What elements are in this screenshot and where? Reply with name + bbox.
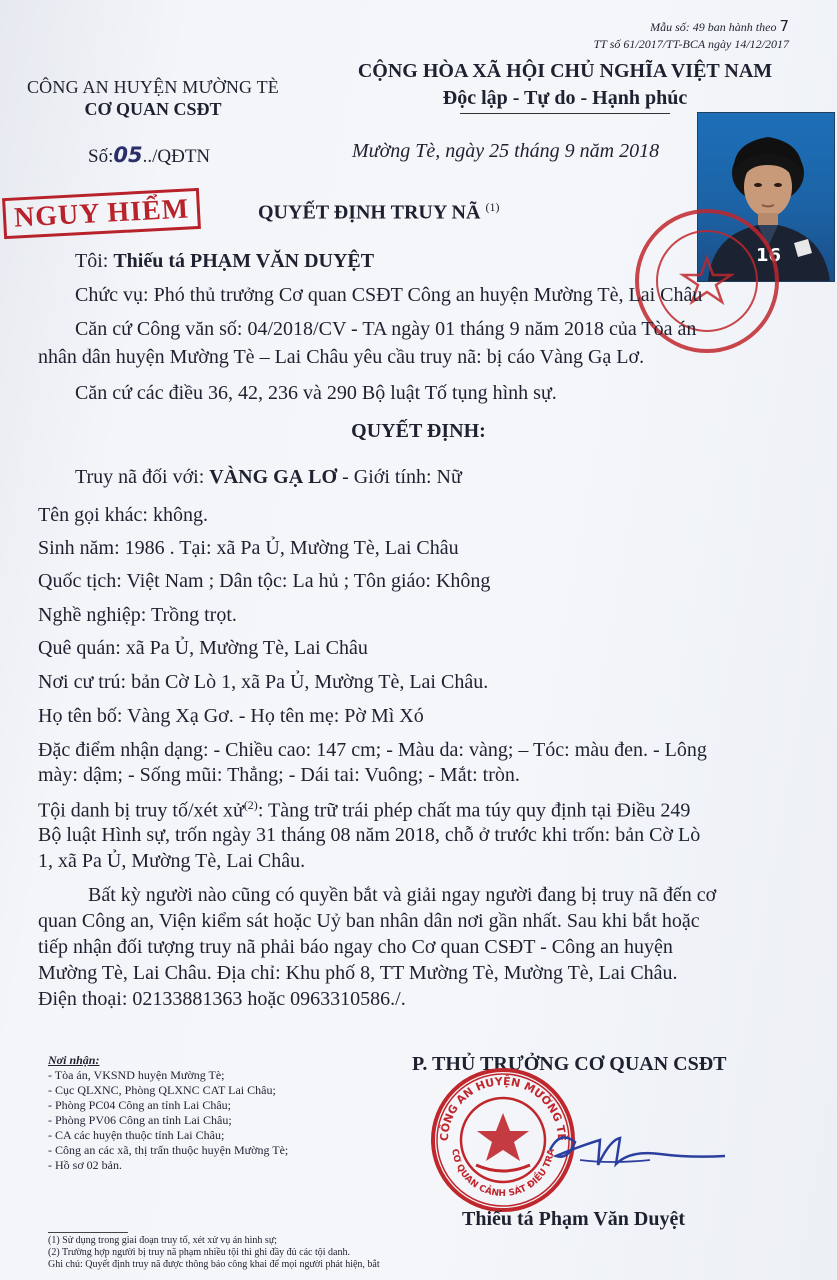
basis-line-1b: nhân dân huyện Mường Tè – Lai Châu yêu cầu truy nã: bị cáo Vàng Gạ Lơ. — [38, 346, 645, 368]
recipients-heading: Nơi nhận: — [48, 1053, 100, 1067]
document-number — [88, 143, 210, 168]
motto-underline — [460, 113, 670, 114]
features-line-a: Đặc điểm nhận dạng: - Chiều cao: 147 cm; - Màu da: vàng; – Tóc: màu đen. - Lông — [38, 739, 707, 761]
form-number-line2: TT số 61/2017/TT-BCA ngày 14/12/2017 — [593, 37, 789, 51]
signer-name: Thiếu tá Phạm Văn Duyệt — [462, 1208, 685, 1230]
birth-line: Sinh năm: 1986 . Tại: xã Pa Ủ, Mường Tè, Lai Châu — [38, 537, 459, 559]
title-footnote-ref: (1) — [485, 200, 500, 214]
charge-line-c: 1, xã Pa Ủ, Mường Tè, Lai Châu. — [38, 850, 306, 872]
hometown-line: Quê quán: xã Pa Ủ, Mường Tè, Lai Châu — [38, 637, 368, 659]
list-item: - CA các huyện thuộc tỉnh Lai Châu; — [48, 1128, 225, 1142]
notice-line-c: tiếp nhận đối tượng truy nã phải báo ngay cho Cơ quan CSĐT - Công an huyện — [38, 936, 673, 958]
charge-line-b: Bộ luật Hình sự, trốn ngày 31 tháng 08 năm 2018, chỗ ở trước khi trốn: bản Cờ Lò — [38, 824, 701, 846]
header-left — [18, 76, 288, 120]
occupation-line: Nghề nghiệp: Trồng trọt. — [38, 604, 237, 626]
list-item: - Hồ sơ 02 bản. — [48, 1158, 123, 1172]
basis-line-1a: Căn cứ Công văn số: 04/2018/CV - TA ngày 01 tháng 9 năm 2018 của Tòa án — [75, 318, 697, 340]
footnote-item: (1) Sử dụng trong giai đoạn truy tố, xét xử vụ án hình sự; — [48, 1235, 278, 1246]
notice-line-e: Điện thoại: 02133881363 hoặc 0963310586./. — [38, 988, 406, 1010]
residence-line: Nơi cư trú: bản Cờ Lò 1, xã Pa Ủ, Mường Tè, Lai Châu. — [38, 671, 489, 693]
alias-line: Tên gọi khác: không. — [38, 504, 208, 526]
charge-text-a: : Tàng trữ trái phép chất ma túy quy định tại Điều 249 — [257, 799, 691, 822]
seal-top-text: CÔNG AN HUYỆN MƯỜNG TÈ — [437, 1074, 569, 1142]
decision-heading: QUYẾT ĐỊNH: — [351, 420, 486, 442]
danger-stamp: NGUY HIỂM — [2, 188, 201, 239]
issuer-line — [75, 250, 374, 273]
form-number-handwritten: 7 — [779, 17, 789, 35]
country-name: CỘNG HÒA XÃ HỘI CHỦ NGHĨA VIỆT NAM — [357, 60, 773, 82]
document-number-suffix: ../QĐTN — [142, 146, 211, 167]
issuer-name: Thiếu tá PHẠM VĂN DUYỆT — [113, 250, 375, 272]
charge-label: Tội danh bị truy tố/xét xử — [38, 799, 244, 822]
footnote-divider — [48, 1232, 128, 1233]
footnote-item: Ghi chú: Quyết định truy nã được thông báo công khai để mọi người phát hiện, bắt — [48, 1259, 380, 1270]
photo-number-tag: 16 — [756, 245, 782, 266]
basis-line-2: Căn cứ các điều 36, 42, 236 và 290 Bộ luật Tố tụng hình sự. — [75, 382, 557, 404]
date-line: Mường Tè, ngày 25 tháng 9 năm 2018 — [352, 140, 660, 162]
document-title — [258, 200, 499, 225]
document-title-text: QUYẾT ĐỊNH TRUY NÃ — [258, 201, 481, 224]
notice-line-d: Mường Tè, Lai Châu. Địa chỉ: Khu phố 8, TT Mường Tè, Mường Tè, Lai Châu. — [38, 962, 678, 984]
seal-bottom-text: CƠ QUAN CẢNH SÁT ĐIỀU TRA — [449, 1148, 557, 1200]
signature-icon — [520, 1120, 730, 1180]
list-item: - Phòng PC04 Công an tỉnh Lai Châu; — [48, 1098, 231, 1112]
position-line: Chức vụ: Phó thủ trưởng Cơ quan CSĐT Công an huyện Mường Tè, Lai Châu — [75, 284, 703, 306]
charge-footnote-ref: (2) — [243, 798, 258, 812]
nationality-line: Quốc tịch: Việt Nam ; Dân tộc: La hủ ; Tôn giáo: Không — [38, 570, 491, 592]
list-item: - Tòa án, VKSND huyện Mường Tè; — [48, 1068, 225, 1082]
signer-title: P. THỦ TRƯỞNG CƠ QUAN CSĐT — [412, 1053, 727, 1075]
list-item: - Công an các xã, thị trấn thuộc huyện Mường Tè; — [48, 1143, 289, 1157]
wanted-gender: - Giới tính: Nữ — [342, 466, 462, 488]
wanted-name: VÀNG GẠ LƠ — [209, 466, 338, 488]
document-number-prefix: Số: — [88, 146, 114, 167]
wanted-line — [75, 466, 462, 489]
features-line-b: mày: dậm; - Sống mũi: Thẳng; - Dái tai: Vuông; - Mắt: tròn. — [38, 764, 520, 786]
notice-line-a: Bất kỳ người nào cũng có quyền bắt và giải ngay người đang bị truy nã đến cơ — [88, 884, 717, 906]
charge-line-a — [38, 798, 690, 823]
notice-line-b: quan Công an, Viện kiểm sát hoặc Uỷ ban nhân dân nơi gần nhất. Sau khi bắt hoặc — [38, 910, 700, 932]
footnotes-block — [48, 1232, 380, 1271]
form-number — [594, 18, 789, 53]
footnote-item: (2) Trường hợp người bị truy nã phạm nhiều tội thì ghi đầy đủ các tội danh. — [48, 1247, 350, 1258]
agency-department: CƠ QUAN CSĐT — [84, 99, 222, 119]
national-motto: Độc lập - Tự do - Hạnh phúc — [442, 87, 688, 109]
form-number-line1: Mẫu số: 49 ban hành theo — [650, 20, 777, 34]
header-right — [340, 58, 790, 114]
issuer-label: Tôi: — [75, 250, 109, 272]
document-number-handwritten: 05 — [113, 143, 143, 167]
recipients-block — [48, 1053, 288, 1173]
list-item: - Phòng PV06 Công an tỉnh Lai Châu; — [48, 1113, 232, 1127]
parents-line: Họ tên bố: Vàng Xạ Gơ. - Họ tên mẹ: Pờ Mì Xó — [38, 705, 424, 727]
list-item: - Cục QLXNC, Phòng QLXNC CAT Lai Châu; — [48, 1083, 276, 1097]
agency-name: CÔNG AN HUYỆN MƯỜNG TÈ — [26, 77, 280, 97]
wanted-label: Truy nã đối với: — [75, 466, 205, 488]
